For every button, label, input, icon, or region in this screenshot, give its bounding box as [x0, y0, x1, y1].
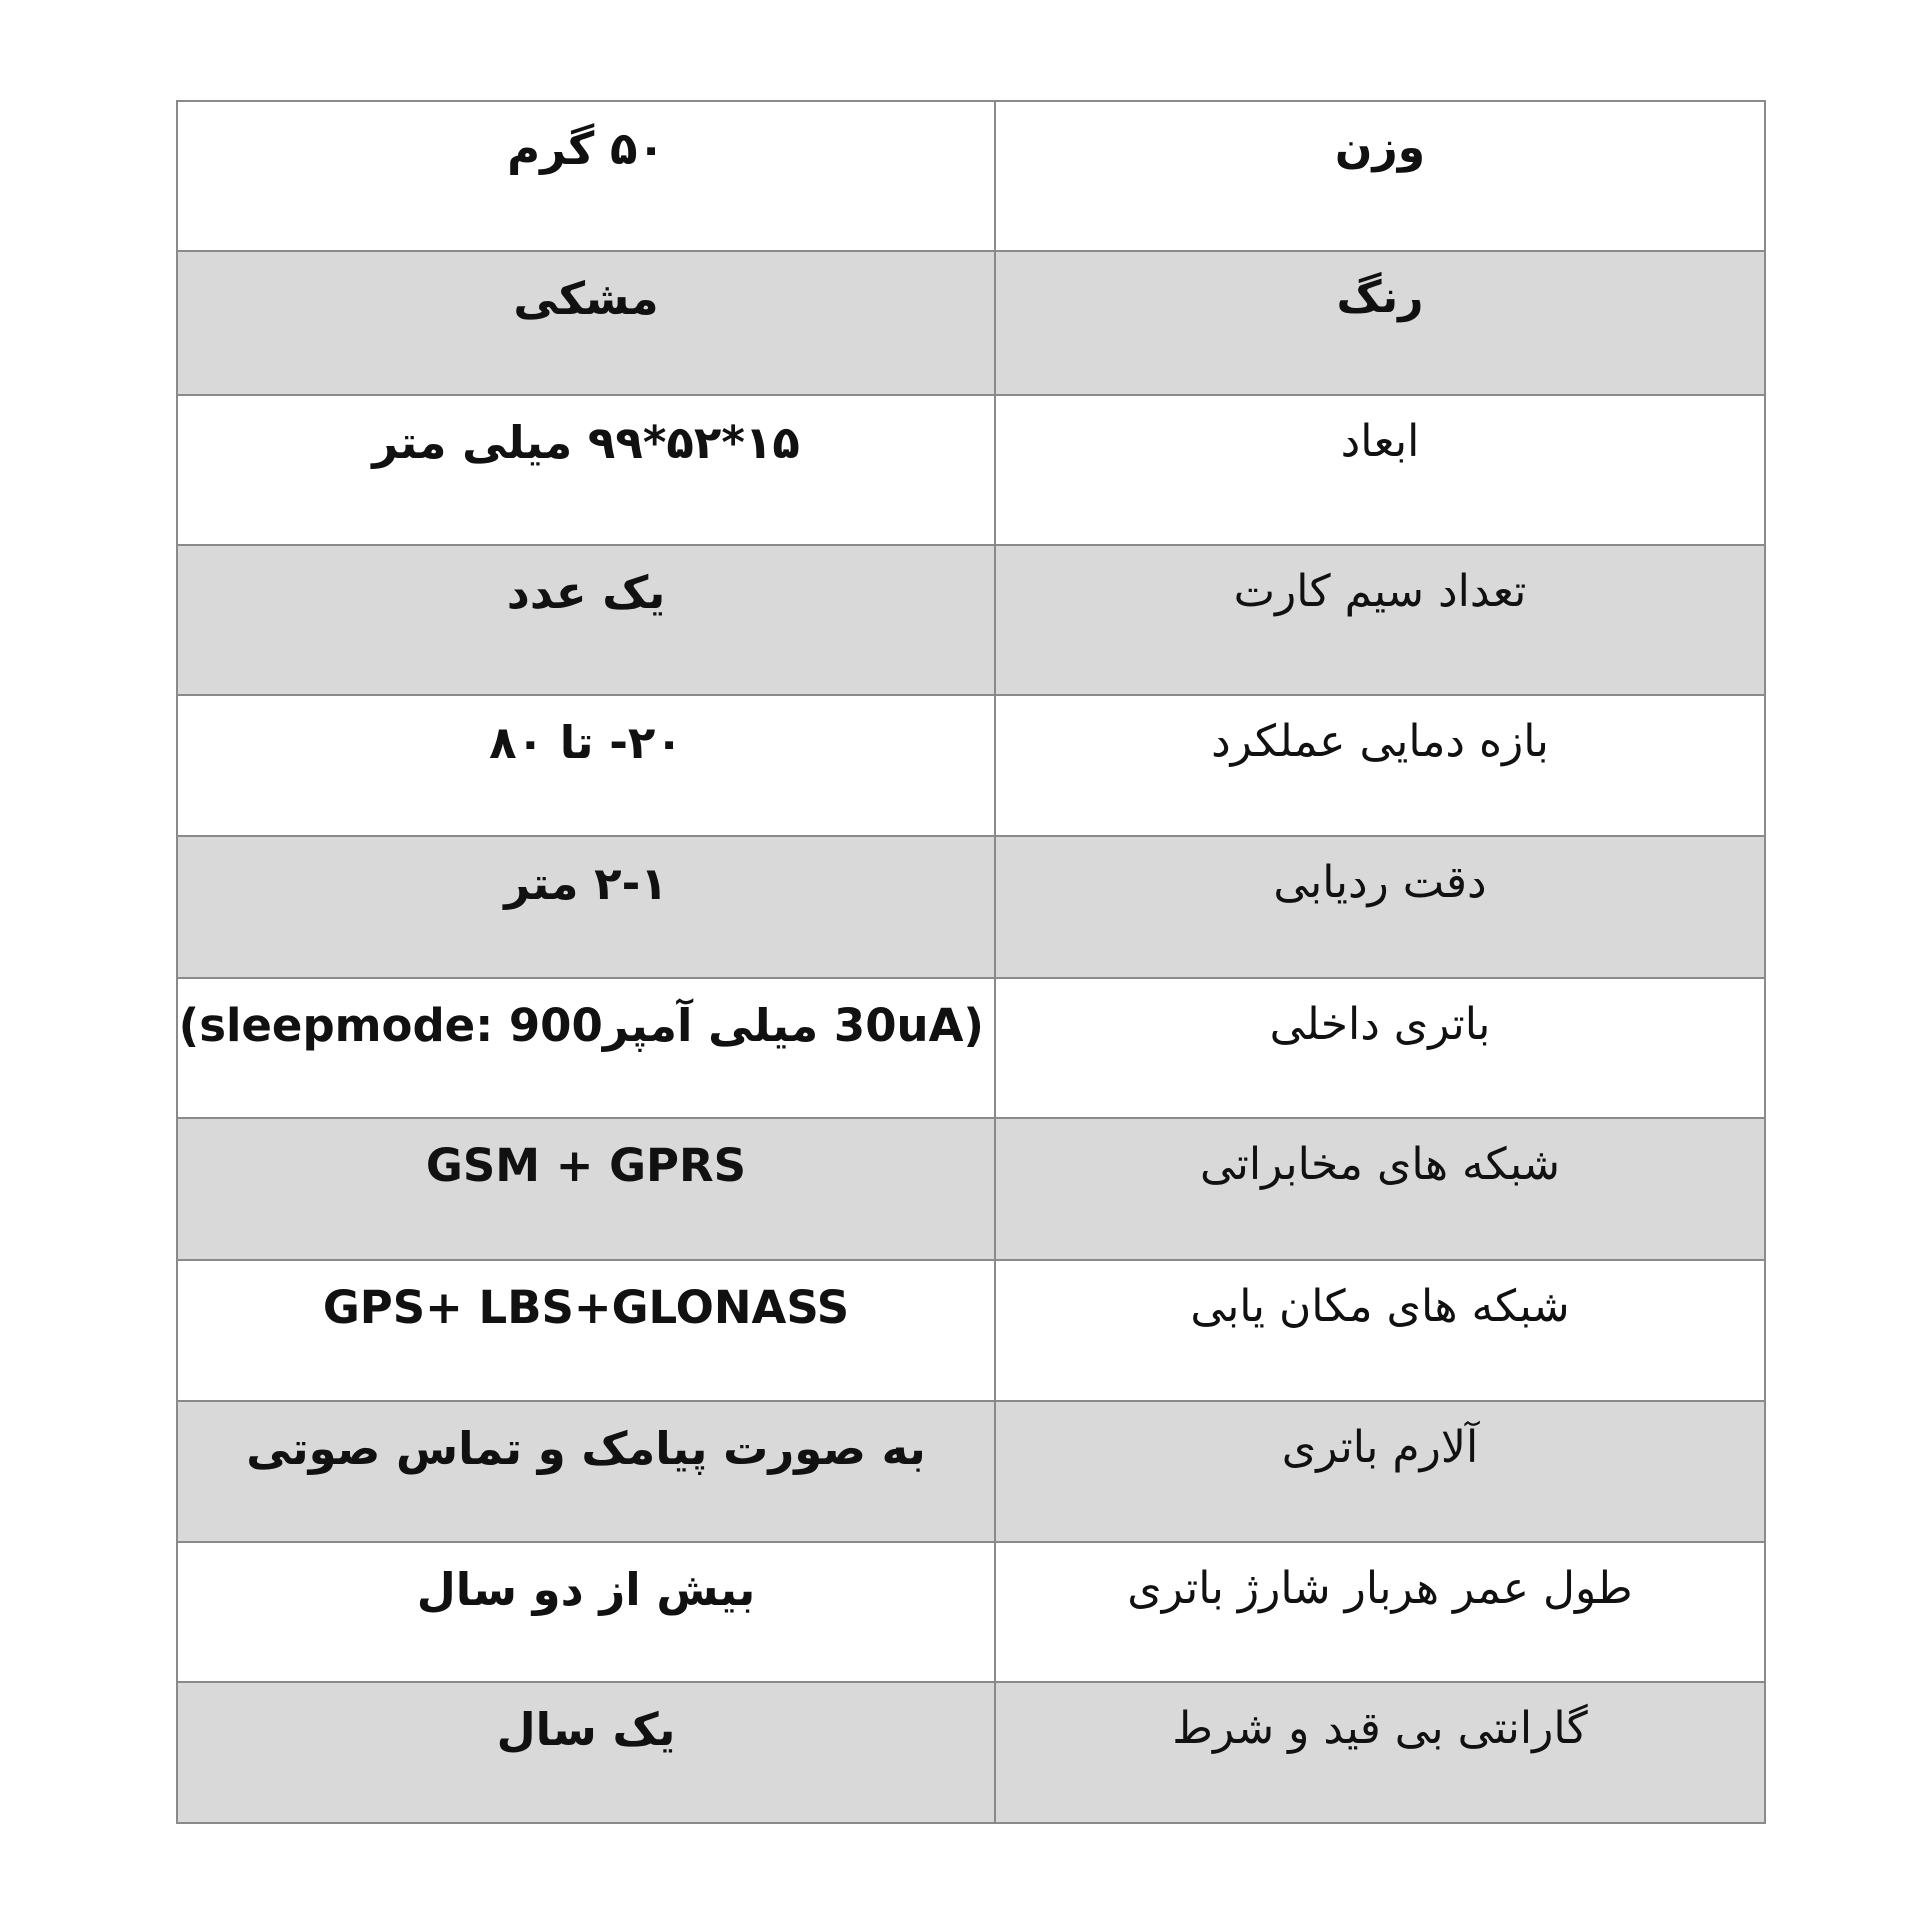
spec-label: بازه دمایی عملکرد — [995, 695, 1765, 836]
spec-value: ۲-۱ متر — [177, 836, 995, 978]
table-row — [177, 1118, 1765, 1260]
table-row — [177, 251, 1765, 395]
spec-value: (30uA میلی آمپر900 :sleepmode) — [177, 978, 995, 1118]
table-row — [177, 836, 1765, 978]
spec-value: مشکی — [177, 251, 995, 395]
spec-label: تعداد سیم کارت — [995, 545, 1765, 695]
table-row — [177, 1401, 1765, 1542]
spec-value: GPS+ LBS+GLONASS — [177, 1260, 995, 1401]
spec-label: شبکه های مخابراتی — [995, 1118, 1765, 1260]
table-row — [177, 1682, 1765, 1823]
table-row — [177, 545, 1765, 695]
spec-label: دقت ردیابی — [995, 836, 1765, 978]
spec-value: GSM + GPRS — [177, 1118, 995, 1260]
specifications-table — [176, 100, 1766, 1824]
spec-value: به صورت پیامک و تماس صوتی — [177, 1401, 995, 1542]
table-row — [177, 395, 1765, 545]
spec-value: یک سال — [177, 1682, 995, 1823]
table-row — [177, 101, 1765, 251]
spec-label: ابعاد — [995, 395, 1765, 545]
table-row — [177, 695, 1765, 836]
spec-label: آلارم باتری — [995, 1401, 1765, 1542]
spec-value: یک عدد — [177, 545, 995, 695]
spec-label: وزن — [995, 101, 1765, 251]
spec-label: شبکه های مکان یابی — [995, 1260, 1765, 1401]
spec-label: گارانتی بی قید و شرط — [995, 1682, 1765, 1823]
spec-value: بیش از دو سال — [177, 1542, 995, 1682]
spec-value: ۵۰ گرم — [177, 101, 995, 251]
spec-label: رنگ — [995, 251, 1765, 395]
spec-value: ۱۵*۵۲*۹۹ میلی متر — [177, 395, 995, 545]
spec-label: طول عمر هربار شارژ باتری — [995, 1542, 1765, 1682]
table-row — [177, 978, 1765, 1118]
spec-value: ۲۰- تا ۸۰ — [177, 695, 995, 836]
table-row — [177, 1260, 1765, 1401]
table-row — [177, 1542, 1765, 1682]
spec-label: باتری داخلی — [995, 978, 1765, 1118]
